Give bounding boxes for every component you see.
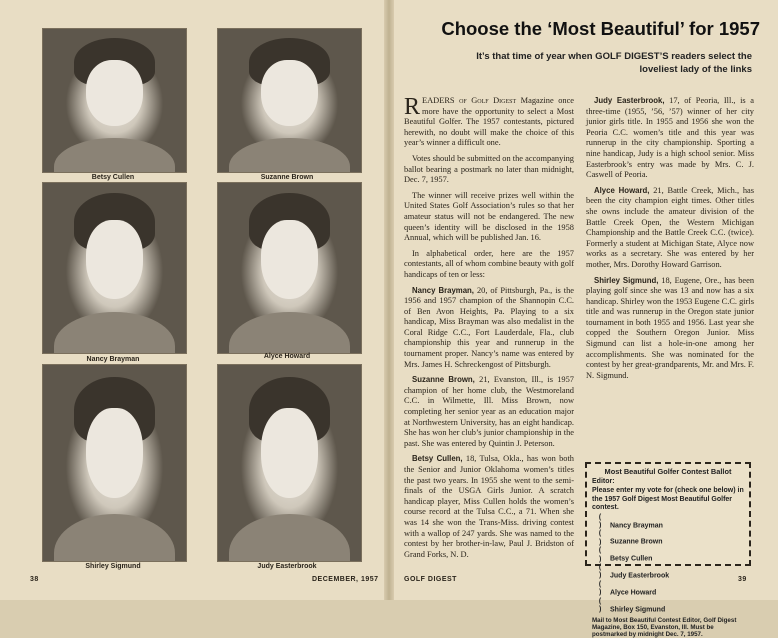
caption-suzanne-brown: Suzanne Brown [212, 174, 362, 181]
ballot-option[interactable]: ( ) Betsy Cullen [598, 547, 744, 564]
paragraph: In alphabetical order, here are the 1957 contestants, all of whom combine beauty with golf handicaps of ten or less: [404, 249, 574, 281]
caption-nancy-brayman: Nancy Brayman [38, 356, 188, 363]
ballot-option[interactable]: ( ) Nancy Brayman [598, 514, 744, 531]
caption-judy-easterbrook: Judy Easterbrook [212, 563, 362, 570]
paragraph: Judy Easterbrook, 17, of Peoria, Ill., is a three-time (1955, ’56, ’57) winner of her city junior girls title. In 1955 and 1956 she won the Peoria C.C. women’s title and this year was runnerup in the city championship. Sporting a nine handicap, Judy is a high school senior. Miss Easterbrook’s entry was made by Mrs. C. J. Caswell of Peoria. [586, 96, 754, 181]
right-page-number: 39 [738, 576, 747, 583]
ballot-title: Most Beautiful Golfer Contest Ballot [592, 467, 744, 476]
paragraph: Shirley Sigmund, 18, Eugene, Ore., has been playing golf since she was 13 and now has a six handicap. Shirley won the 1953 Eugene C.C. girls title and was runnerup in the Oregon state junior tournament in both 1955 and 1956. Last year she copped the Southern Oregon Junior. Miss Sigmund can list a hole-in-one among her accomplishments. She was nominated for the contest by her great-grandparents, Mr. and Mrs. F. N. Sigmund. [586, 276, 754, 382]
ballot-instruction: Please enter my vote for (check one below) in the 1957 Golf Digest Most Beautiful Golfer contest. [592, 487, 744, 512]
paragraph: Suzanne Brown, 21, Evanston, Ill., is 1957 champion of her home club, the Westmoreland C.C. in Wilmette, Ill. Miss Brown, now completing her senior year as an education major at Northwestern University, has an eight handicap. She has won her club’s junior championship in the past. She was entered by Quintin J. Peterson. [404, 375, 574, 449]
left-page-number: 38 [30, 576, 39, 583]
right-page-publication: GOLF DIGEST [404, 576, 457, 583]
intro-paragraph: READERS of Golf Digest Magazine once more have the opportunity to select a Most Beautiful Golfer. The 1957 contestants, pictured herewith, no doubt will make the choice of this year’s winner a difficult one. [404, 96, 574, 149]
ballot-option[interactable]: ( ) Alyce Howard [598, 581, 744, 598]
article-column-1 [404, 96, 574, 565]
photo-nancy-brayman [42, 182, 187, 354]
photo-judy-easterbrook [217, 364, 362, 562]
photo-shirley-sigmund [42, 364, 187, 562]
checkbox[interactable]: ( ) [598, 598, 610, 615]
paragraph: Nancy Brayman, 20, of Pittsburgh, Pa., is the 1956 and 1957 champion of the Shannopin C.C. of Ben Avon Heights, Pa. Playing to a six handicap, Miss Brayman was also medalist in the Coral Ridge C.C., Fort Lauderdale, Fla., club championship this year and runnerup in the tournament proper. Nancy’s name was entered by Mrs. James H. Schreckengost of Pittsburgh. [404, 286, 574, 371]
caption-betsy-cullen: Betsy Cullen [38, 174, 188, 181]
left-page-date: DECEMBER, 1957 [312, 576, 379, 583]
ballot-option[interactable]: ( ) Judy Easterbrook [598, 564, 744, 581]
paragraph: Betsy Cullen, 18, Tulsa, Okla., has won both the Senior and Junior Oklahoma women’s titles the past two years. In 1955 she went to the semi-finals of the USGA Girls Junior. A scratch handicap player, Miss Cullen holds the women’s course record at the Tulsa C.C., a 71. When she was 14 she won the Trans-Miss. driving contest with a wallop of 247 yards. She was named to the contest by her brother-in-law, Paul J. Bridston of Grand Forks, N. D. [404, 454, 574, 560]
photo-suzanne-brown [217, 28, 362, 173]
photo-betsy-cullen [42, 28, 187, 173]
paragraph: Votes should be submitted on the accompanying ballot bearing a postmark no later than midnight, Dec. 7, 1957. [404, 154, 574, 186]
ballot-option[interactable]: ( ) Shirley Sigmund [598, 598, 744, 615]
caption-alyce-howard: Alyce Howard [212, 353, 362, 360]
ballot-mail-note: Mail to Most Beautiful Contest Editor, Golf Digest Magazine, Box 150, Evanston, Ill. Must be postmarked by midnight Dec. 7, 1957. [592, 617, 744, 638]
ballot-options [598, 514, 744, 615]
ballot-option[interactable]: ( ) Suzanne Brown [598, 530, 744, 547]
paragraph: Alyce Howard, 21, Battle Creek, Mich., has been the city champion eight times. Other titles she owns include the amateur division of the Battle Creek Open, the Western Michigan Championship and the Battle Creek C.C. (twice). Formerly a student at Michigan State, Alyce now works as a secretary. She was entered by her mother, Mrs. Dorothy Howard Garrison. [586, 186, 754, 271]
drop-cap: R [404, 97, 420, 117]
paragraph: The winner will receive prizes well within the United States Golf Association’s rules so that her amateur status will not be endangered. The new queen’s identity will be disclosed in the 1958 Annual, which will be published Jan. 16. [404, 191, 574, 244]
article-subtitle: It’s that time of year when GOLF DIGEST’S readers select the loveliest lady of the links [470, 50, 752, 76]
contest-ballot [585, 462, 751, 566]
article-title: Choose the ‘Most Beautiful’ for 1957 [420, 18, 760, 40]
checkbox[interactable]: ( ) [598, 564, 610, 581]
ballot-editor-label: Editor: [592, 478, 744, 486]
checkbox[interactable]: ( ) [598, 514, 610, 531]
checkbox[interactable]: ( ) [598, 530, 610, 547]
checkbox[interactable]: ( ) [598, 581, 610, 598]
photo-alyce-howard [217, 182, 362, 354]
caption-shirley-sigmund: Shirley Sigmund [38, 563, 188, 570]
page-gutter [384, 0, 394, 600]
article-column-2 [586, 96, 754, 386]
checkbox[interactable]: ( ) [598, 547, 610, 564]
